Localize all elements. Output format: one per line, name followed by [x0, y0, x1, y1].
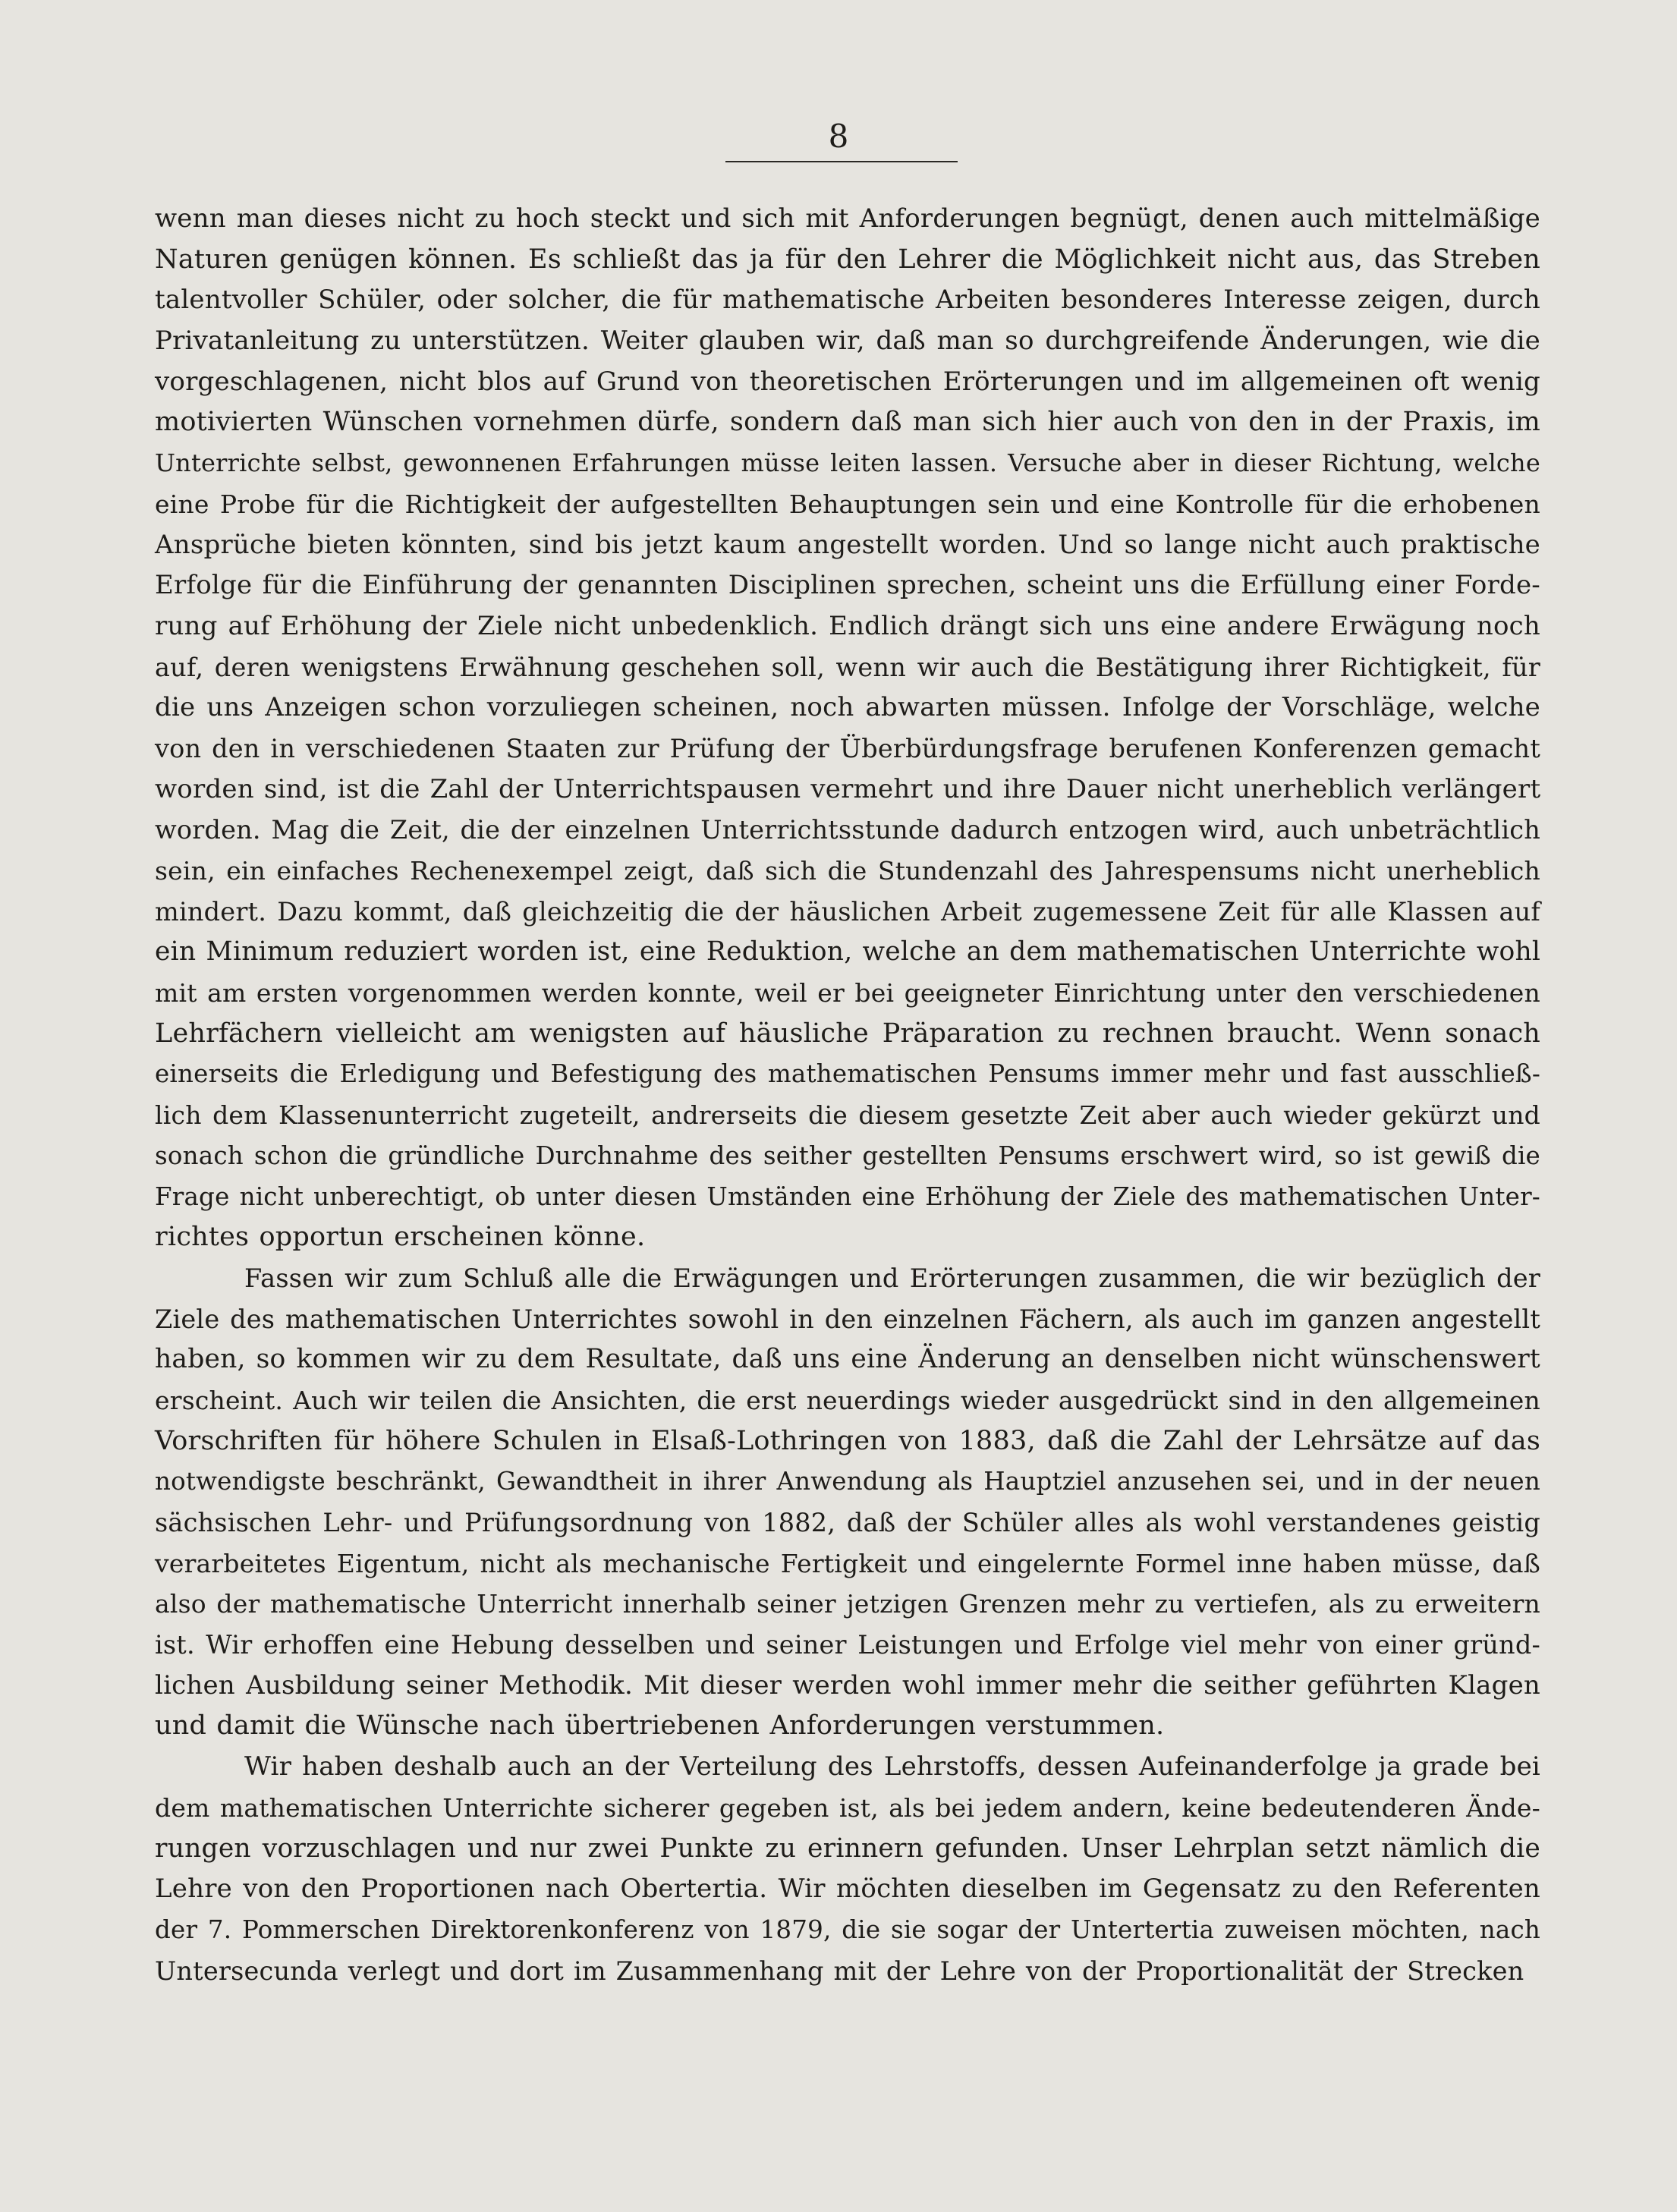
text-line: von den in verschiedenen Staaten zur Prüfung der Überbürdungsfrage berufenen Konferenzen gemacht: [155, 733, 1540, 763]
text-line: eine Probe für die Richtigkeit der aufgestellten Behauptungen sein und eine Kontrolle für die erhobenen: [155, 489, 1540, 519]
text-line: Wir haben deshalb auch an der Verteilung des Lehrstoffs, dessen Aufeinanderfolge ja grade bei: [244, 1751, 1540, 1783]
paragraph: [155, 1258, 1540, 1747]
text-line: rungen vorzuschlagen und nur zwei Punkte zu erinnern gefunden. Unser Lehrplan setzt nämlich die: [155, 1833, 1540, 1864]
text-line: Lehrfächern vielleicht am wenigsten auf häusliche Präparation zu rechnen braucht. Wenn sonach: [155, 1018, 1540, 1049]
text-line: ein Minimum reduziert worden ist, eine Reduktion, welche an dem mathematischen Unterrichte wohl: [155, 936, 1541, 968]
text-line: notwendigste beschränkt, Gewandtheit in ihrer Anwendung als Hauptziel anzusehen sei, und in der neuen: [155, 1467, 1540, 1496]
text-line: mindert. Dazu kommt, daß gleichzeitig die der häuslichen Arbeit zugemessene Zeit für alle Klassen auf: [155, 896, 1540, 927]
text-line: einerseits die Erledigung und Befestigung des mathematischen Pensums immer mehr und fast ausschließ-: [155, 1059, 1540, 1089]
text-line: talentvoller Schüler, oder solcher, die für mathematische Arbeiten besonderes Interesse zeigen, durch: [155, 285, 1540, 316]
text-line: vorgeschlagenen, nicht blos auf Grund von theoretischen Erörterungen und im allgemeinen oft wenig: [155, 366, 1540, 397]
text-line: Vorschriften für höhere Schulen in Elsaß-Lothringen von 1883, daß die Zahl der Lehrsätze auf das: [155, 1425, 1540, 1456]
text-line: sein, ein einfaches Rechenexempel zeigt, daß sich die Stundenzahl des Jahrespensums nicht unerheblich: [155, 856, 1540, 886]
text-line: worden sind, ist die Zahl der Unterrichtspausen vermehrt und ihre Dauer nicht unerheblich verlängert: [155, 773, 1541, 804]
text-line: Privatanleitung zu unterstützen. Weiter glauben wir, daß man so durchgreifende Änderungen, wie die: [155, 326, 1540, 357]
page-number: 8: [828, 118, 849, 155]
paragraph: [155, 199, 1540, 1258]
text-line: richtes opportun erscheinen könne.: [155, 1222, 646, 1253]
text-line: ist. Wir erhoffen eine Hebung desselben und seiner Leistungen und Erfolge viel mehr von einer gründ-: [155, 1630, 1540, 1660]
text-line: Ziele des mathematischen Unterrichtes sowohl in den einzelnen Fächern, als auch im ganzen angestellt: [155, 1304, 1540, 1334]
text-line: Erfolge für die Einführung der genannten Disciplinen sprechen, scheint uns die Erfüllung einer Forde-: [155, 570, 1540, 601]
page-number-rule: [725, 161, 958, 162]
text-line: Frage nicht unberechtigt, ob unter diesen Umständen eine Erhöhung der Ziele des mathematischen Unter-: [155, 1182, 1540, 1211]
text-line: Naturen genügen können. Es schließt das ja für den Lehrer die Möglichkeit nicht aus, das Streben: [155, 244, 1540, 275]
text-line: dem mathematischen Unterrichte sicherer gegeben ist, als bei jedem andern, keine bedeutenderen Ände-: [155, 1792, 1540, 1823]
text-line: lichen Ausbildung seiner Methodik. Mit dieser werden wohl immer mehr die seither geführten Klagen: [155, 1669, 1540, 1701]
text-line: wenn man dieses nicht zu hoch steckt und sich mit Anforderungen begnügt, denen auch mittelmäßige: [155, 203, 1540, 234]
paragraph: [155, 1747, 1540, 1991]
text-line: Ansprüche bieten könnten, sind bis jetzt kaum angestellt worden. Und so lange nicht auch praktische: [155, 529, 1540, 560]
text-line: haben, so kommen wir zu dem Resultate, daß uns eine Änderung an denselben nicht wünschenswert: [155, 1344, 1540, 1375]
text-line: rung auf Erhöhung der Ziele nicht unbedenklich. Endlich drängt sich uns eine andere Erwägung noch: [155, 610, 1540, 641]
text-line: verarbeitetes Eigentum, nicht als mechanische Fertigkeit und eingelernte Formel inne haben müsse, daß: [155, 1548, 1540, 1578]
text-line: motivierten Wünschen vornehmen dürfe, sondern daß man sich hier auch von den in der Praxis, im: [155, 407, 1540, 438]
text-line: Lehre von den Proportionen nach Obertertia. Wir möchten dieselben im Gegensatz zu den Referenten: [155, 1874, 1540, 1905]
text-line: sonach schon die gründliche Durchnahme des seither gestellten Pensums erschwert wird, so ist gewiß die: [155, 1141, 1540, 1170]
text-line: auf, deren wenigstens Erwähnung geschehen soll, wenn wir auch die Bestätigung ihrer Richtigkeit, für: [155, 652, 1540, 682]
text-line: der 7. Pommerschen Direktorenkonferenz von 1879, die sie sogar der Untertertia zuweisen möchten, nach: [155, 1915, 1540, 1944]
text-line: also der mathematische Unterricht innerhalb seiner jetzigen Grenzen mehr zu vertiefen, als zu erweitern: [155, 1589, 1540, 1619]
text-line: worden. Mag die Zeit, die der einzelnen Unterrichtsstunde dadurch entzogen wird, auch unbeträchtlich: [155, 815, 1540, 845]
text-line: die uns Anzeigen schon vorzuliegen scheinen, noch abwarten müssen. Infolge der Vorschläge, welche: [155, 692, 1540, 723]
text-line: sächsischen Lehr- und Prüfungsordnung von 1882, daß der Schüler alles als wohl verstandenes geistig: [155, 1508, 1540, 1537]
text-line: Unterrichte selbst, gewonnenen Erfahrungen müsse leiten lassen. Versuche aber in dieser Richtung, welche: [155, 448, 1540, 478]
text-line: Untersecunda verlegt und dort im Zusammenhang mit der Lehre von der Proportionalität der Strecken: [155, 1956, 1524, 1986]
text-line: und damit die Wünsche nach übertriebenen Anforderungen verstummen.: [155, 1710, 1165, 1742]
text-line: erscheint. Auch wir teilen die Ansichten, die erst neuerdings wieder ausgedrückt sind in den allgemeinen: [155, 1385, 1540, 1415]
text-line: lich dem Klassenunterricht zugeteilt, andrerseits die diesem gesetzte Zeit aber auch wieder gekürzt und: [155, 1100, 1540, 1131]
body-text: [155, 199, 1540, 1991]
text-line: mit am ersten vorgenommen werden konnte, weil er bei geeigneter Einrichtung unter den verschiedenen: [155, 978, 1540, 1008]
text-line: Fassen wir zum Schluß alle die Erwägungen und Erörterungen zusammen, die wir bezüglich der: [244, 1263, 1540, 1293]
